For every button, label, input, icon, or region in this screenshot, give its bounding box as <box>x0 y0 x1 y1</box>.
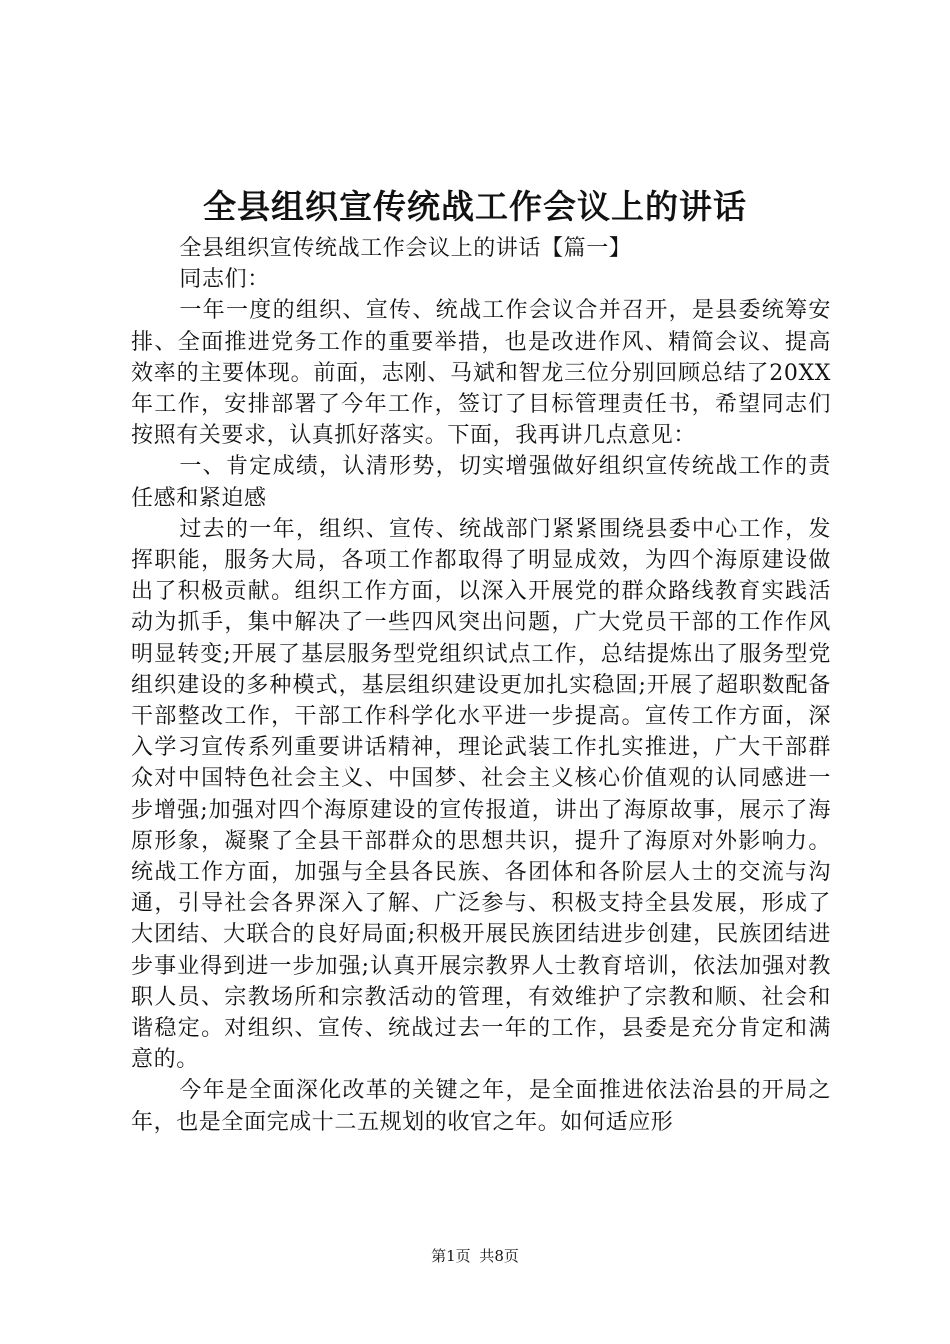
paragraph-achievements: 过去的一年，组织、宣传、统战部门紧紧围绕县委中心工作，发挥职能，服务大局，各项工作都取得了明显成效，为四个海原建设做出了积极贡献。组织工作方面，以深入开展党的群众路线教育实践活动为抓手，集中解决了一些四风突出问题，广大党员干部的工作作风明显转变;开展了基层服务型党组织试点工作，总结提炼出了服务型党组织建设的多种模式，基层组织建设更加扎实稳固;开展了超职数配备干部整改工作，干部工作科学化水平进一步提高。宣传工作方面，深入学习宣传系列重要讲话精神，理论武装工作扎实推进，广大干部群众对中国特色社会主义、中国梦、社会主义核心价值观的认同感进一步增强;加强对四个海原建设的宣传报道，讲出了海原故事，展示了海原形象，凝聚了全县干部群众的思想共识，提升了海原对外影响力。统战工作方面，加强与全县各民族、各团体和各阶层人士的交流与沟通，引导社会各界深入了解、广泛参与、积极支持全县发展，形成了大团结、大联合的良好局面;积极开展民族团结进步创建，民族团结进步事业得到进一步加强;认真开展宗教界人士教育培训，依法加强对教职人员、宗教场所和宗教活动的管理，有效维护了宗教和顺、社会和谐稳定。对组织、宣传、统战过去一年的工作，县委是充分肯定和满意的。 <box>131 516 831 1073</box>
paragraph-subtitle: 全县组织宣传统战工作会议上的讲话【篇一】 <box>179 236 632 261</box>
page-total: 共8页 <box>479 1247 519 1265</box>
document-body <box>131 233 831 1138</box>
paragraph-section-heading: 一、肯定成绩，认清形势，切实增强做好组织宣传统战工作的责任感和紧迫感 <box>131 454 831 511</box>
page-footer <box>0 1244 950 1268</box>
document-title: 全县组织宣传统战工作会议上的讲话 <box>203 187 747 226</box>
paragraph-salutation: 同志们： <box>179 267 270 293</box>
paragraph-intro: 一年一度的组织、宣传、统战工作会议合并召开，是县委统筹安排、全面推进党务工作的重要举措，也是改进作风、精简会议、提高效率的主要体现。前面，志刚、马斌和智龙三位分别回顾总结了20XX年工作，安排部署了今年工作，签订了目标管理责任书，希望同志们按照有关要求，认真抓好落实。下面，我再讲几点意见： <box>131 298 831 449</box>
paragraph-this-year: 今年是全面深化改革的关键之年，是全面推进依法治县的开局之年，也是全面完成十二五规划的收官之年。如何适应形 <box>131 1078 831 1135</box>
page-number: 第1页 <box>431 1247 471 1265</box>
